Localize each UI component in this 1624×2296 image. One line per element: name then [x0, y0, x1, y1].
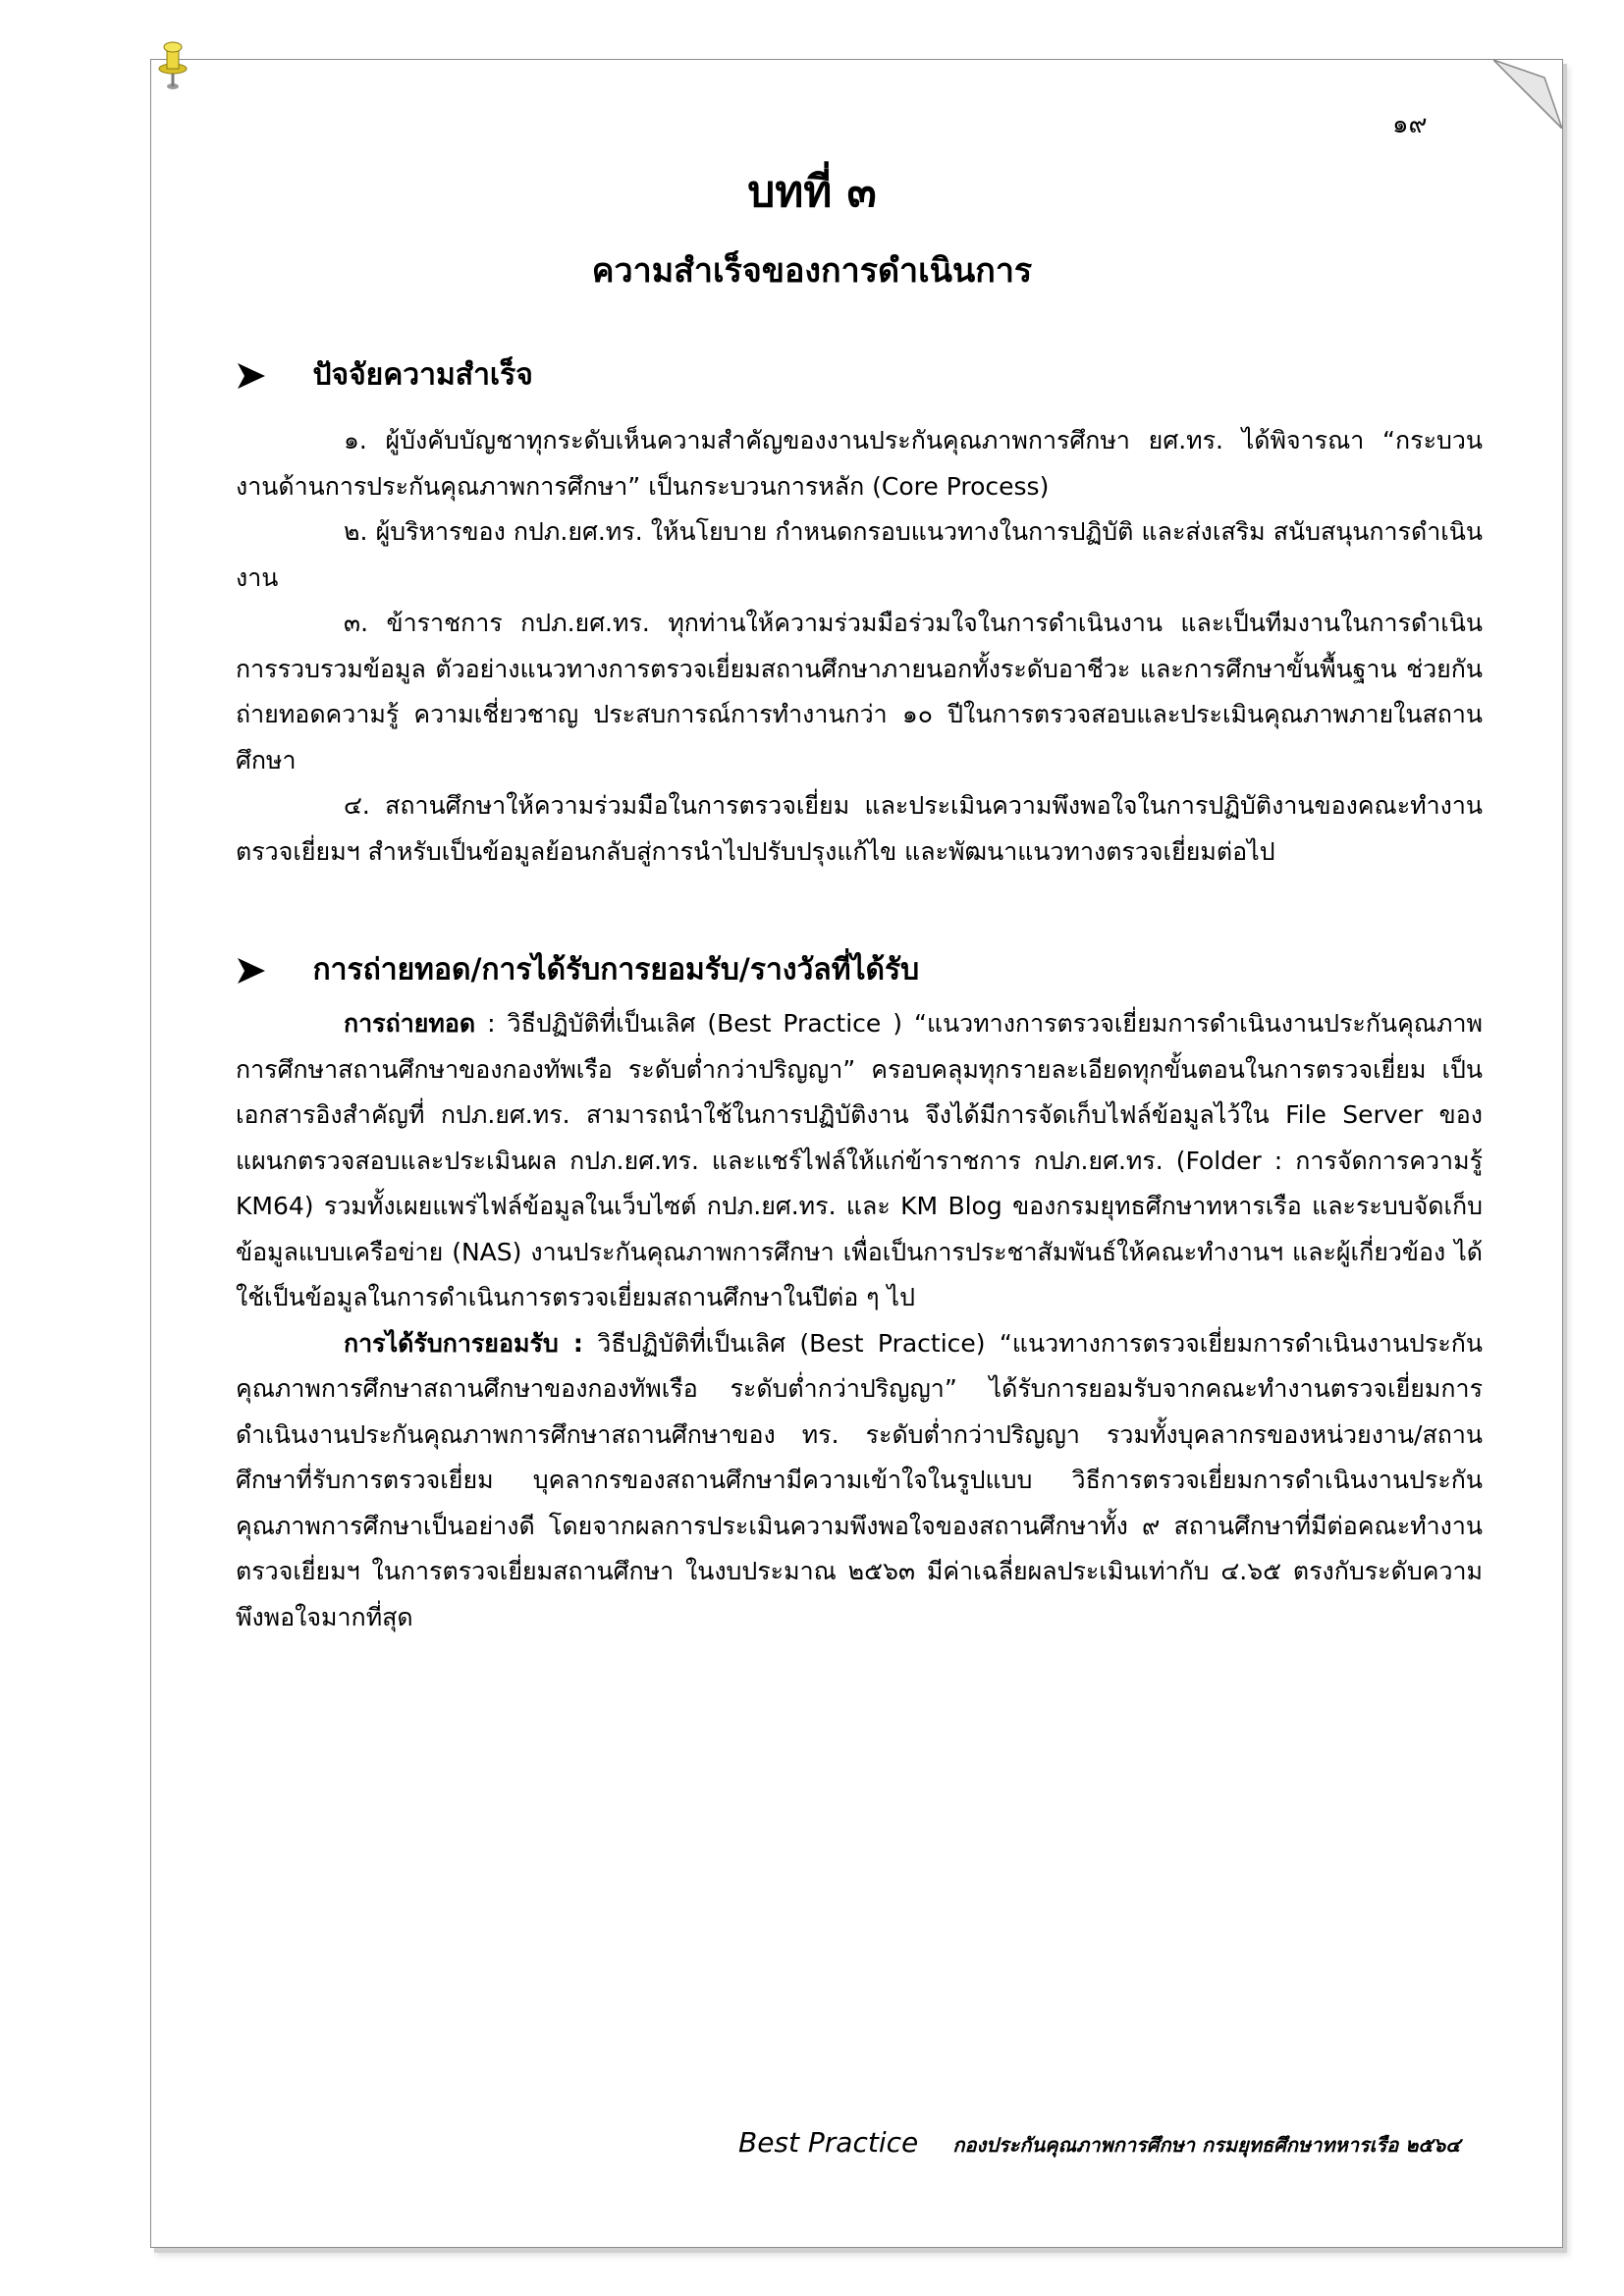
section-heading-label: การถ่ายทอด/การได้รับการยอมรับ/รางวัลที่ได้รับ	[312, 952, 920, 988]
chapter-subtitle: ความสำเร็จของการดำเนินการ	[591, 251, 1033, 291]
paragraph-label: การได้รับการยอมรับ :	[344, 1328, 583, 1358]
paragraph-label: การถ่ายทอด	[344, 1009, 476, 1038]
chapter-title: บทที่ ๓	[747, 167, 877, 217]
arrow-bullet-icon	[236, 956, 267, 986]
footer	[738, 2126, 1460, 2161]
footer-brand: Best Practice	[738, 2126, 919, 2159]
footer-organization: กองประกันคุณภาพการศึกษา กรมยุทธศึกษาทหารเรือ ๒๕๖๔	[952, 2133, 1461, 2157]
paragraph: ๔. สถานศึกษาให้ความร่วมมือในการตรวจเยี่ยม และประเมินความพึงพอใจในการปฏิบัติงานของคณะทำงานตรวจเยี่ยมฯ สำหรับเป็นข้อมูลย้อนกลับสู่การนำไปปรับปรุงแก้ไข และพัฒนาแนวทางตรวจเยี่ยมต่อไป	[236, 791, 1483, 866]
section-heading-transfer-recognition	[236, 948, 919, 992]
paragraph-text: วิธีปฏิบัติที่เป็นเลิศ (Best Practice) “แนวทางการตรวจเยี่ยมการดำเนินงานประกันคุณภาพการศึกษาสถานศึกษาของกองทัพเรือ ระดับต่ำกว่าปริญญา” ได้รับการยอมรับจากคณะทำงานตรวจเยี่ยมการดำเนินงานประกันคุณภาพการศึกษาสถานศึกษาของ ทร. ระดับต่ำกว่าปริญญา รวมทั้งบุคลากรของหน่วยงาน/สถานศึกษาที่รับการตรวจเยี่ยม บุคลากรของสถานศึกษามีความเข้าใจในรูปแบบ วิธีการตรวจเยี่ยมการดำเนินงานประกันคุณภาพการศึกษาเป็นอย่างดี โดยจากผลการประเมินความพึงพอใจของสถานศึกษาทั้ง ๙ สถานศึกษาที่มีต่อคณะทำงานตรวจเยี่ยมฯ ในการตรวจเยี่ยมสถานศึกษา ในงบประมาณ ๒๕๖๓ มีค่าเฉลี่ยผลประเมินเท่ากับ ๔.๖๕ ตรงกับระดับความพึงพอใจมากที่สุด	[236, 1328, 1483, 1631]
section-heading-label: ปัจจัยความสำเร็จ	[312, 357, 533, 393]
paragraph: ๑. ผู้บังคับบัญชาทุกระดับเห็นความสำคัญของงานประกันคุณภาพการศึกษา ยศ.ทร. ได้พิจารณา “กระบวนงานด้านการประกันคุณภาพการศึกษา” เป็นกระบวนการหลัก (Core Process)	[236, 426, 1483, 501]
paragraph-recognition	[236, 1321, 1483, 1641]
section-heading-success-factors	[236, 353, 533, 398]
page-curl-icon	[1493, 60, 1562, 129]
paragraph-transfer	[236, 1001, 1483, 1321]
arrow-bullet-icon	[236, 361, 267, 391]
success-factors-body	[236, 418, 1483, 875]
paragraph: ๓. ข้าราชการ กปภ.ยศ.ทร. ทุกท่านให้ความร่วมมือร่วมใจในการดำเนินงาน และเป็นทีมงานในการดำเนินการรวบรวมข้อมูล ตัวอย่างแนวทางการตรวจเยี่ยมสถานศึกษาภายนอกทั้งระดับอาชีวะ และการศึกษาขั้นพื้นฐาน ช่วยกันถ่ายทอดความรู้ ความเชี่ยวชาญ ประสบการณ์การทำงานกว่า ๑๐ ปีในการตรวจสอบและประเมินคุณภาพภายในสถานศึกษา	[236, 609, 1483, 774]
paragraph: ๒. ผู้บริหารของ กปภ.ยศ.ทร. ให้นโยบาย กำหนดกรอบแนวทางในการปฏิบัติ และส่งเสริม สนับสนุนการดำเนินงาน	[236, 517, 1483, 592]
paragraph-text: : วิธีปฏิบัติที่เป็นเลิศ (Best Practice ) “แนวทางการตรวจเยี่ยมการดำเนินงานประกันคุณภาพการศึกษาสถานศึกษาของกองทัพเรือ ระดับต่ำกว่าปริญญา” ครอบคลุมทุกรายละเอียดทุกขั้นตอนในการตรวจเยี่ยม เป็นเอกสารอิงสำคัญที่ กปภ.ยศ.ทร. สามารถนำใช้ในการปฏิบัติงาน จึงได้มีการจัดเก็บไฟล์ข้อมูลไว้ใน File Server ของแผนกตรวจสอบและประเมินผล กปภ.ยศ.ทร. และแชร์ไฟล์ให้แก่ข้าราชการ กปภ.ยศ.ทร. (Folder : การจัดการความรู้ KM64) รวมทั้งเผยแพร่ไฟล์ข้อมูลในเว็บไซต์ กปภ.ยศ.ทร. และ KM Blog ของกรมยุทธศึกษาทหารเรือ และระบบจัดเก็บข้อมูลแบบเครือข่าย (NAS) งานประกันคุณภาพการศึกษา เพื่อเป็นการประชาสัมพันธ์ให้คณะทำงานฯ และผู้เกี่ยวข้อง ได้ใช้เป็นข้อมูลในการดำเนินการตรวจเยี่ยมสถานศึกษาในปีต่อ ๆ ไป	[236, 1009, 1483, 1311]
page-number: ๑๙	[1392, 110, 1428, 139]
transfer-recognition-body	[236, 1001, 1483, 1640]
pushpin-icon	[155, 35, 190, 94]
